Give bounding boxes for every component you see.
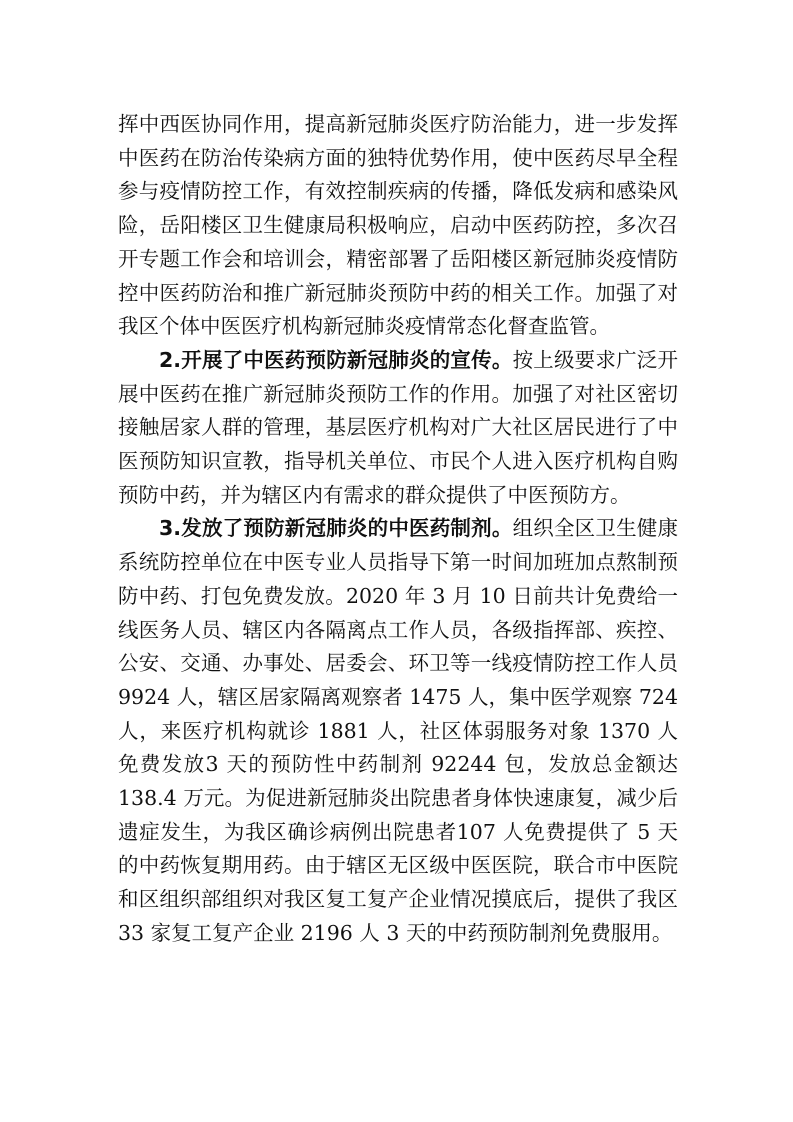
paragraph-2 [118, 344, 678, 513]
paragraph-2-text: 按上级要求广泛开展中医药在推广新冠肺炎预防工作的作用。加强了对社区密切接触居家人群的管理，基层医疗机构对广大社区居民进行了中医预防知识宣教，指导机关单位、市民个人进入医疗机构自购预防中药，并为辖区内有需求的群众提供了中医预防方。 [118, 347, 679, 507]
document-body [118, 108, 678, 951]
paragraph-3-heading: 3.发放了预防新冠肺炎的中医药制剂。 [159, 516, 513, 541]
paragraph-3 [118, 512, 678, 950]
paragraph-1 [118, 108, 678, 344]
paragraph-2-heading: 2.开展了中医药预防新冠肺炎的宣传。 [159, 347, 513, 372]
paragraph-1-text: 挥中西医协同作用，提高新冠肺炎医疗防治能力，进一步发挥中医药在防治传染病方面的独特优势作用，使中医药尽早全程参与疫情防控工作，有效控制疾病的传播，降低发病和感染风险，岳阳楼区卫生健康局积极响应，启动中医药防控，多次召开专题工作会和培训会，精密部署了岳阳楼区新冠肺炎疫情防控中医药防治和推广新冠肺炎预防中药的相关工作。加强了对我区个体中医医疗机构新冠肺炎疫情常态化督查监管。 [118, 112, 678, 339]
paragraph-3-text: 组织全区卫生健康系统防控单位在中医专业人员指导下第一时间加班加点熬制预防中药、打包免费发放。2020 年 3 月 10 日前共计免费给一线医务人员、辖区内各隔离点工作人员，各级指挥部、疾控、公安、交通、办事处、居委会、环卫等一线疫情防控工作人员9924 人，辖区居家隔离观察者 1475 人，集中医学观察 724 人，来医疗机构就诊 1881 人，社区体弱服务对象 1370 人免费发放3 天的预防性中药制剂 92244 包，发放总金额达 138.4 万元。为促进新冠肺炎出院患者身体快速康复，减少后遗症发生，为我区确诊病例出院患者107 人免费提供了 5 天的中药恢复期用药。由于辖区无区级中医医院，联合市中医院和区组织部组织对我区复工复产企业情况摸底后，提供了我区 33 家复工复产企业 2196 人 3 天的中药预防制剂免费服用。 [118, 516, 679, 945]
